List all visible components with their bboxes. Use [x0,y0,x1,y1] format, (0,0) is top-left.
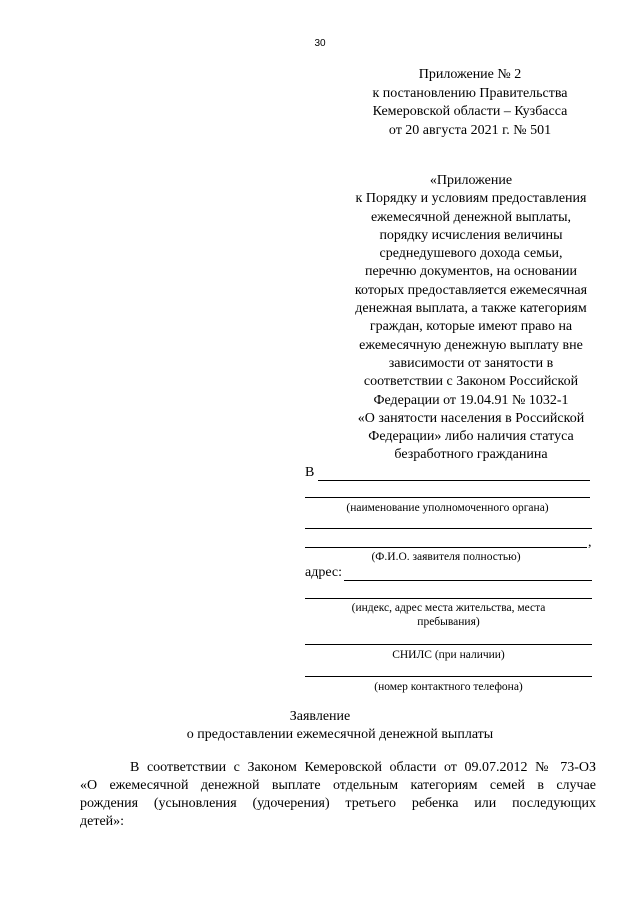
phone-caption: (номер контактного телефона) [374,681,523,693]
annex-sub-line: перечню документов, на основании [364,264,578,280]
annex-sub-line: которых предоставляется ежемесячная [354,282,588,298]
annex-sub-line: «Приложение [429,173,513,188]
address-caption-2: пребывания) [417,616,480,628]
annex-header [340,66,600,140]
address-field-line-1[interactable] [344,580,592,581]
annex-sub-line: Федерации от 19.04.91 № 1032-1 [373,392,569,408]
annex-sub-line: «О занятости населения в Российской [357,410,585,426]
annex-sub-line: безработного гражданина [394,447,548,463]
annex-header-line: к постановлению Правительства [372,85,568,101]
address-caption-1: (индекс, адрес места жительства, места [351,602,546,614]
annex-sub-line: граждан, которые имеют право на [369,319,573,335]
authority-field-line-2[interactable] [305,497,590,498]
body-line: детей»: [80,814,125,829]
annex-sub-line: к Порядку и условиям предоставления [355,191,587,207]
applicant-field-line-2[interactable] [305,547,587,548]
annex-header-line: Приложение № 2 [418,67,522,82]
annex-sub-line: Федерации» либо наличия статуса [368,429,574,445]
applicant-comma: , [588,535,592,550]
applicant-caption: (Ф.И.О. заявителя полностью) [371,551,521,563]
statement-title: Заявление [289,709,351,724]
phone-field-line[interactable] [305,676,592,677]
to-label: В [305,465,315,480]
annex-sub-line: порядку исчисления величины [379,227,563,243]
address-field-line-2[interactable] [305,598,592,599]
annex-sub-line: денежная выплата, а также категориям [355,301,587,317]
annex-sub-line: зависимости от занятости в [388,355,554,371]
annex-sub-line: соответствии с Законом Российской [363,374,579,390]
page-number: 30 [314,38,326,49]
body-line: «О ежемесячной денежной выплате отдельным категориям семей в случае [80,778,596,793]
applicant-field-line-1[interactable] [305,528,592,529]
statement-subtitle: о предоставлении ежемесячной денежной выплаты [186,727,494,742]
annex-sub-line: ежемесячной денежной выплаты, [370,209,572,225]
annex-sub-line: ежемесячную денежную выплату вне [359,337,583,353]
annex-header-line: от 20 августа 2021 г. № 501 [388,122,552,138]
statement-body [80,759,596,831]
authority-caption: (наименование уполномоченного органа) [346,502,549,514]
annex-sub-line: среднедушевого дохода семьи, [379,246,563,262]
body-line: В соответствии с Законом Кемеровской области от 09.07.2012 № 73-ОЗ [130,760,596,775]
annex-subheader [330,172,612,465]
snils-caption: СНИЛС (при наличии) [392,649,505,661]
authority-field-line-1[interactable] [318,480,590,481]
address-label: адрес: [305,565,343,580]
snils-field-line[interactable] [305,644,592,645]
annex-header-line: Кемеровской области – Кузбасса [372,104,568,119]
body-line: рождения (усыновления (удочерения) третьего ребенка или последующих [80,796,596,811]
